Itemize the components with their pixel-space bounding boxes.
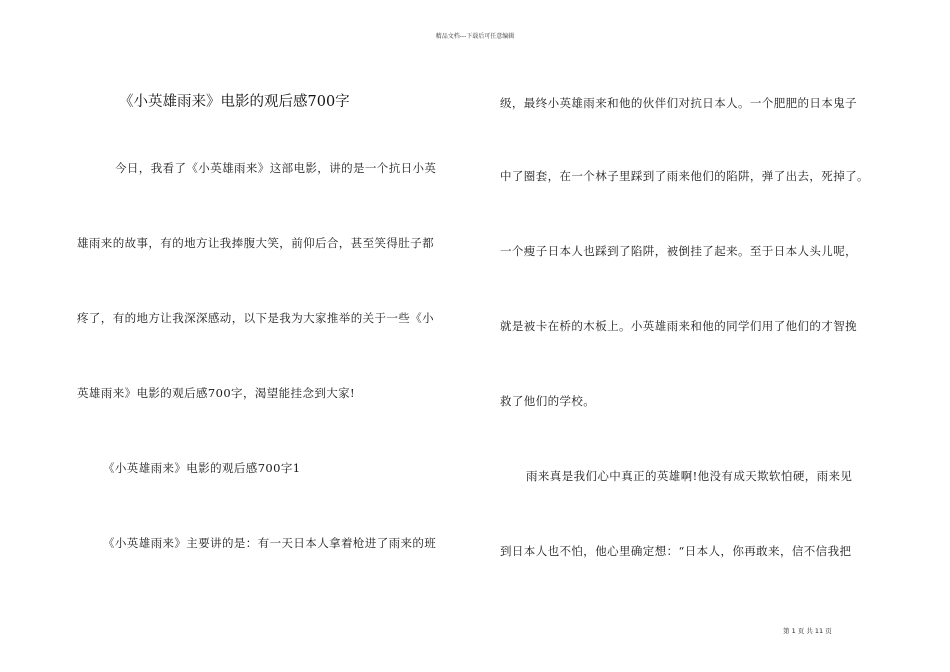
document-title: 《小英雄雨来》电影的观后感700字: [119, 94, 350, 110]
paragraph-line: 就是被卡在桥的木板上。小英雄雨来和他的同学们用了他们的才智挽: [500, 319, 857, 333]
paragraph-line: 英雄雨来》电影的观后感700字，渴望能挂念到大家!: [77, 386, 356, 400]
paragraph-line: 疼了，有的地方让我深深感动，以下是我为大家推举的关于一些《小: [77, 311, 434, 325]
paragraph-line: 雄雨来的故事，有的地方让我捧腹大笑，前仰后合，甚至笑得肚子都: [77, 236, 434, 250]
paragraph-line: 救了他们的学校。: [500, 394, 596, 408]
header-note: 精品文档---下载后可任意编辑: [435, 33, 515, 40]
page-number: 第 1 页 共 11 页: [783, 627, 832, 635]
section-heading: 《小英雄雨来》电影的观后感700字1: [103, 461, 301, 475]
paragraph-line: 《小英雄雨来》主要讲的是：有一天日本人拿着枪进了雨来的班: [103, 536, 437, 550]
paragraph-line: 中了圈套，在一个林子里踩到了雨来他们的陷阱，弹了出去，死掉了。: [500, 169, 869, 183]
paragraph-line: 一个瘦子日本人也踩到了陷阱，被倒挂了起来。至于日本人头儿呢，: [500, 244, 857, 258]
paragraph-line: 雨来真是我们心中真正的英雄啊!他没有成天欺软怕硬，雨来见: [526, 469, 853, 483]
paragraph-line: 级，最终小英雄雨来和他的伙伴们对抗日本人。一个肥肥的日本鬼子: [500, 96, 857, 110]
paragraph-line: 今日，我看了《小英雄雨来》这部电影，讲的是一个抗日小英: [115, 161, 437, 175]
paragraph-line: 到日本人也不怕，他心里确定想：“日本人，你再敢来，信不信我把: [500, 544, 852, 558]
